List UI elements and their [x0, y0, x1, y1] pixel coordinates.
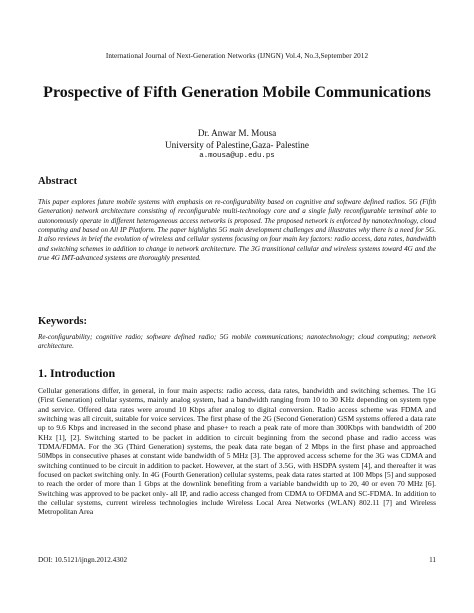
abstract-heading: Abstract — [38, 176, 78, 187]
abstract-text: This paper explores future mobile systems with emphasis on re-configurability based on cognitive and software defined radios. 5G (Fifth Generation) network architecture consisting of reconfigurable multi-technology core and a single fully reconfigurable terminal able to autonomously operate in different heterogeneous access networks is proposed. The proposed network is enforced by nanotechnology, cloud computing and based on All IP Platform. The paper highlights 5G main development challenges and illustrates why there is a need for 5G. It also reviews in brief the evolution of wireless and cellular systems focusing on four main key factors: radio access, data rates, bandwidth and switching schemes in addition to change in network architecture. The 3G transitional cellular and wireless systems toward 4G and the true 4G IMT-advanced systems are thoroughly presented. — [38, 198, 436, 263]
page-number: 11 — [429, 556, 436, 564]
doi-label: DOI: 10.5121/ijngn.2012.4302 — [38, 556, 128, 564]
author-name: Dr. Anwar M. Mousa — [197, 128, 277, 138]
author-block — [60, 128, 414, 163]
introduction-heading: 1. Introduction — [38, 366, 116, 380]
author-email: a.mousa@up.edu.ps — [199, 152, 275, 160]
introduction-text: Cellular generations differ, in general, in four main aspects: radio access, data rates, bandwidth and switching schemes. The 1G (First Generation) cellular systems, mainly analog system, had a bandwidth ranging from 10 to 30 KHz depending on system type and service. Offered data rates were around 10 Kbps after analog to digital conversion. Radio access scheme was FDMA and switching was all circuit, suitable for voice services. The first phase of the 2G (Second Generation) GSM systems offered a data rate up to 9.6 Kbps and increased in the second phase and phase+ to reach a peak rate of more than 300Kbps with bandwidth of 200 KHz [1], [2]. Switching started to be packet in addition to circuit beginning from the second phase and radio access was TDMA/FDMA. For the 3G (Third Generation) systems, the peak data rate began of 2 Mbps in the first phase and approached 50Mbps in consecutive phases at constant wide bandwidth of 5 MHz [3]. The approved access scheme for the 3G was CDMA and switching continued to be circuit in addition to packet. However, at the start of 3.5G, with HSDPA system [4], and thereafter it was focused on packet switching only. In 4G (Fourth Generation) cellular systems, peak data rates started at 100 Mbps [5] and supposed to reach the order of more than 1 Gbps at the downlink benefiting from a variable bandwidth up to 20, 40 or even 70 MHz [6]. Switching was approved to be packet only- all IP, and radio access changed from CDMA to OFDMA and SC-FDMA. In addition to the cellular systems, current wireless technologies include Wireless Local Area Networks (WLAN) 802.11 [7] and Wireless Metropolitan Area — [38, 386, 436, 517]
keywords-heading: Keywords: — [38, 316, 87, 327]
keywords-text: Re-configurability; cognitive radio; software defined radio; 5G mobile communications; nanotechnology; cloud computing; network architecture. — [38, 333, 436, 351]
author-affiliation: University of Palestine,Gaza- Palestine — [165, 139, 309, 150]
journal-header: International Journal of Next-Generation Networks (IJNGN) Vol.4, No.3,September 2012 — [105, 52, 369, 60]
paper-title: Prospective of Fifth Generation Mobile Communications — [43, 84, 431, 101]
